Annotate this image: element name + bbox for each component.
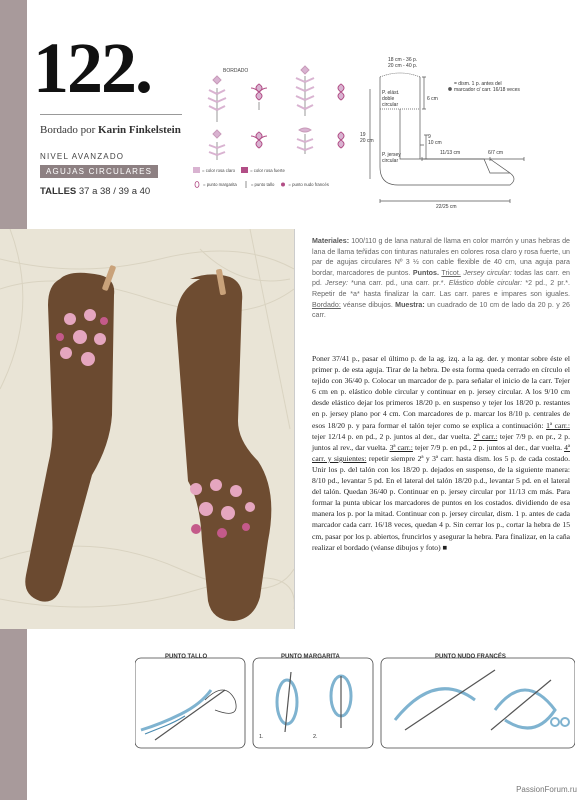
decrease-note: = dism. 1 p. antes del marcador c/ carr. 16/18 veces	[454, 81, 520, 93]
elastic-text: *2 pd., 2 pr.*. Repetir de *a* hasta finalizar la carr. Las carr. pares e impares son iguales.	[312, 279, 570, 298]
leg-height-label: 9 10 cm	[428, 134, 442, 146]
stem-stitch-title: PUNTO TALLO	[165, 654, 208, 660]
legend-strong-pink	[241, 167, 285, 173]
materials-label: Materiales:	[312, 237, 350, 245]
cuff-height-label: 6 cm	[427, 96, 438, 102]
leg-label: P. jersey circular	[382, 152, 401, 164]
designer-name: Karin Finkelstein	[98, 124, 181, 136]
embroidery-motifs	[193, 58, 353, 168]
watermark: PassionForum.ru	[516, 785, 577, 794]
sock-outline	[360, 55, 530, 215]
lazy-daisy-title: PUNTO MARGARITA	[281, 654, 340, 660]
light-pink-swatch	[193, 167, 200, 173]
french-knot-icon	[280, 181, 286, 188]
end-mark: ■	[442, 542, 448, 552]
top-width-label: 18 cm - 36 p. 20 cm - 40 p.	[388, 57, 418, 69]
row3-text: tejer 7/9 p. en pd., 2 p. juntos al der., dar vuelta.	[415, 442, 562, 452]
french-knot-title: PUNTO NUDO FRANCÉS	[435, 654, 506, 660]
french-knot-drawing	[395, 670, 569, 730]
skill-level: NIVEL AVANZADO	[40, 152, 125, 161]
jersey-circular-label: Jersey circular:	[463, 268, 512, 277]
row3-label: 3ª carr.:	[389, 442, 413, 452]
socks-illustration	[0, 229, 294, 629]
instructions-part2: repetir siempre 2ª y 3ª carr. hasta dism. los 5 p. de cada costado. Unir los p. del talón con los 18/20 p. dejados en suspenso, de la siguiente manera: 8/10 pd., levantar 5 pd. En el lateral del talón 18/20 p.d., levantar 5 pd. en el lateral del talón. Quedan 36/40 p. Continuar en p. jersey circular por 11/13 cm más. Para formar la punta ubicar los marcadores de puntos en los costados. dividiendo de esa manera los p. por la mitad. Continuar con p. jersey circular, dism. 1 p. antes de cada marcador cada carr. 16/18 veces, quedan 4 p. Sin cerrar los p., cortar la hebra de 15 cm, pasar por los p. abiertos, fruncirlos y asegurar la hebra. Para finalizar, en la caña realizar el bordado (véanse dibujos y foto)	[312, 453, 570, 552]
legend-french-knot-label: = punto nudo francés	[288, 182, 329, 187]
foot-segment-label: 11/13 cm	[440, 150, 461, 156]
legend-lazy-daisy	[193, 181, 237, 188]
row2-text: tejer 7/9 p. en pr., 2 p. juntos al rev., dar vuelta.	[312, 431, 570, 452]
lazy-daisy-step-2: 2.	[313, 734, 318, 740]
motif-right-column	[296, 66, 314, 154]
toe-segment-label: 6/7 cm	[488, 150, 504, 156]
legend-row-colors	[193, 167, 363, 173]
legend-light-pink-label: = color rosa claro	[202, 167, 236, 173]
legend-french-knot	[280, 181, 329, 188]
legend-light-pink	[193, 167, 235, 173]
sock-schematic	[360, 55, 530, 215]
stitch-illustrations	[135, 650, 575, 750]
needles-badge: AGUJAS CIRCULARES	[40, 165, 158, 178]
legend-stem	[243, 181, 275, 188]
points-label: Puntos.	[412, 268, 439, 277]
sizes-label: TALLES	[40, 186, 77, 197]
instructions-paragraph	[312, 353, 570, 553]
materials-text: 100/110 g de lana natural de llama en color marrón y unas hebras de lana de llama teñidas con tinturas naturales en colores rosa claro y rosa fuerte, un par de agujas circulares Nº 3 ½ con cable flexible de 40 cm, una aguja para bordar, marcadores de puntos.	[312, 237, 570, 277]
sample-text: un cuadrado de 10 cm de lado da 20 p. y 26 carr.	[312, 300, 570, 320]
jersey-text: *una carr. pd., una carr. pr.*.	[351, 279, 446, 288]
stitch-diagrams	[135, 650, 575, 750]
cuff-label: P. elást. doble circular	[382, 90, 400, 108]
jersey-circular-text: todas las carr. en pd.	[312, 268, 570, 288]
embroidery-label: Bordado:	[312, 300, 341, 309]
lazy-daisy-drawing	[277, 672, 351, 732]
foot-length-label: 22/25 cm	[436, 204, 457, 210]
instructions-part1: Poner 37/41 p., pasar el último p. de la ag. izq. a la ag. der. y montar sobre éste el primer p. de esta aguja. Tirar de la hebra. De esta forma queda cerrado en círculo el tejido con 36/40 p. Colocar un marcador de p. para señalar el inicio de la carr. Tejer 6 cm en p. elástico doble circular y continuar en p. jersey circular. A los 9/10 cm desde elástico dejar los primeros 18/20 p. en suspenso y tejer los 18/20 p. restantes en p. jersey plano por 4 cm. Con marcadores de p. marcar los 8/10 p. centrales de esos 18/20 p. y para formar el talón tejer como se explica a continuación:	[312, 354, 570, 430]
sample-label: Muestra:	[395, 300, 425, 309]
legend-lazy-daisy-label: = punto margarita	[203, 182, 237, 187]
row1-text: tejer 12/14 p. en pd., 2 p. juntos al der., dar vuelta.	[312, 431, 472, 441]
tricot-label: Tricot.	[441, 268, 461, 277]
stem-stitch-drawing	[141, 690, 236, 740]
socks-photo	[0, 229, 294, 629]
row2-label: 2ª carr.:	[473, 431, 498, 441]
strong-pink-swatch	[241, 167, 248, 173]
lazy-daisy-step-1: 1.	[259, 734, 264, 740]
embroidery-text: véanse dibujos.	[343, 300, 393, 309]
legend-stem-label: = punto tallo	[250, 182, 275, 187]
motif-middle-column	[251, 84, 267, 148]
lazy-daisy-icon	[193, 181, 201, 188]
legend-strong-pink-label: = color rosa fuerte	[250, 167, 285, 173]
jersey-label: Jersey:	[325, 279, 348, 288]
title-divider	[40, 114, 182, 115]
sizes-line	[40, 186, 150, 197]
row4-label: 4ª carr. y siguientes:	[312, 442, 570, 463]
designer-prefix: Bordado por	[40, 124, 96, 136]
stem-stitch-icon	[243, 181, 249, 188]
level-block	[40, 152, 158, 179]
total-height-label: 19 20 cm	[360, 132, 374, 144]
legend-row-stitches	[193, 181, 363, 188]
chart-legend	[193, 167, 363, 196]
photo-divider	[294, 229, 295, 629]
pattern-number: 122.	[33, 28, 151, 108]
elastic-label: Elástico doble circular:	[448, 279, 523, 288]
sizes-value: 37 a 38 / 39 a 40	[78, 186, 151, 197]
motif-far-right	[338, 84, 344, 148]
chart-title: BORDADO	[223, 68, 249, 74]
motif-left-column	[208, 76, 226, 160]
row1-label: 1ª carr.:	[546, 420, 570, 430]
designer-credit	[40, 124, 181, 136]
materials-paragraph	[312, 236, 570, 321]
